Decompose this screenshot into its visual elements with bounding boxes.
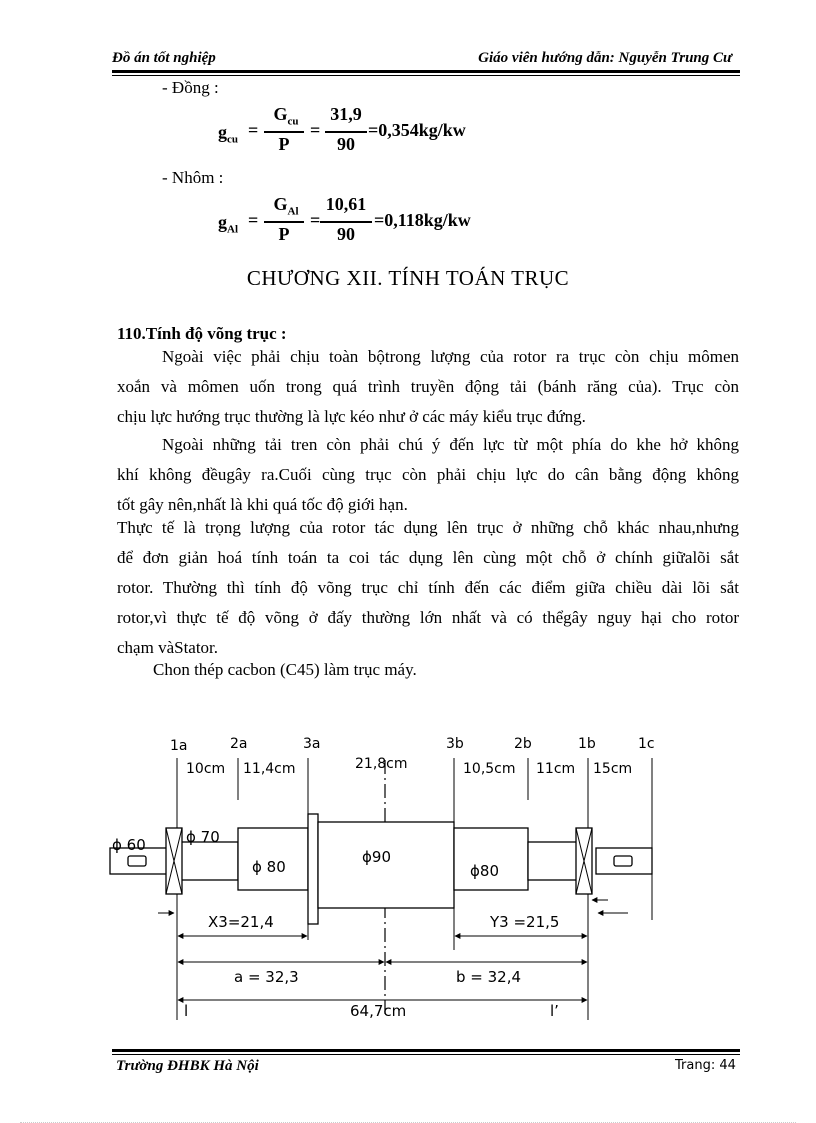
diameter-80-left: ϕ 80 (252, 858, 286, 876)
aluminum-label: - Nhôm : (162, 168, 224, 187)
copper-lhs: $g_{cu}$ (218, 122, 238, 146)
copper-frac-2-den: 90 (337, 134, 355, 154)
paragraph-3 (117, 513, 739, 663)
aluminum-lhs: $g_{Al}$ (218, 212, 238, 236)
aluminum-formula: $g_{Al}$ = $G_{Al}$ P = 10,61 90 =0,118kg/kw (218, 194, 471, 244)
shaft-step-80-right (454, 828, 528, 890)
copper-label: - Đồng : (162, 78, 219, 97)
paragraph-line: khí không đềugây ra.Cuối cùng trục còn phải chịu lực do cân bằng động không (117, 465, 739, 484)
point-2b: 2b (514, 736, 532, 752)
shaft-diagram (100, 730, 680, 1030)
point-1c: 1c (638, 736, 655, 752)
paragraph-line: rotor. Thường thì tính độ võng trục chỉ tính đến các điểm giữa chiều dài lõi sắt (117, 578, 739, 597)
diameter-90: ϕ90 (362, 848, 391, 866)
paragraph-line: Chon thép cacbon (C45) làm trục máy. (153, 660, 417, 679)
paragraph-line: chạm vàStator. (117, 638, 219, 657)
segment-3a-3b: 21,8cm (355, 756, 408, 772)
diameter-60: ϕ 60 (112, 836, 146, 854)
header-rule (112, 70, 740, 73)
page-number: Trang: 44 (675, 1058, 736, 1073)
segment-1a-2a: 10cm (186, 761, 226, 777)
page-header (112, 48, 740, 70)
dim-total: 64,7cm (350, 1002, 407, 1020)
copper-frac-2-num: 31,9 (330, 104, 362, 124)
point-1a: 1a (170, 738, 188, 754)
aluminum-frac-1-num: $G_{Al}$ (273, 194, 299, 218)
point-3a: 3a (303, 736, 321, 752)
paragraph-line: để đơn giản hoá tính toán ta coi tác dụng lên cùng một chỗ ở chính giữalõi sắt (117, 548, 739, 567)
segment-2b-1b: 11cm (536, 761, 576, 777)
paragraph-line: rotor,vì thực tế độ võng ở đấy thường lớn nhất và có thểgây nguy hại cho rotor (117, 608, 739, 627)
keyway-left (128, 856, 146, 866)
point-3b: 3b (446, 736, 464, 752)
paragraph-line: Ngoài việc phải chịu toàn bộtrong lượng của rotor ra trục còn chịu mômen (162, 347, 739, 366)
dim-x3: X3=21,4 (208, 913, 274, 931)
copper-frac-1-den: P (278, 134, 290, 154)
diameter-80-right: ϕ80 (470, 862, 499, 880)
paragraph-4 (117, 655, 739, 685)
aluminum-frac-1-den: P (278, 224, 290, 244)
section-title: 110.Tính độ võng trục : (117, 324, 287, 343)
copper-result: =0,354kg/kw (368, 120, 466, 140)
paragraph-1 (117, 342, 739, 432)
shaft-shoulder-left (308, 814, 318, 924)
point-1b: 1b (578, 736, 596, 752)
header-left: Đồ án tốt nghiệp (112, 50, 216, 66)
keyway-right (614, 856, 632, 866)
footer-left: Trường ĐHBK Hà Nội (116, 1058, 259, 1074)
segment-2a-3a: 11,4cm (243, 761, 296, 777)
dim-b: b = 32,4 (456, 968, 522, 986)
aluminum-result: =0,118kg/kw (374, 210, 471, 230)
paragraph-line: xoắn và mômen uốn trong quá trình truyền động tải (bánh răng của). Trục còn (117, 377, 739, 396)
segment-1b-1c: 15cm (593, 761, 633, 777)
paragraph-line: chịu lực hướng trục thường là lực kéo như ở các máy kiểu trục đứng. (117, 407, 586, 426)
paragraph-line: Ngoài những tải tren còn phải chú ý đến lực từ một phía do khe hở không (162, 435, 739, 454)
paragraph-2 (117, 430, 739, 520)
copper-frac-1-num: $G_{cu}$ (273, 104, 299, 128)
paragraph-line: Thực tế là trọng lượng của rotor tác dụng lên trục ở những chỗ khác nhau,nhưng (117, 518, 739, 537)
dim-total-right-label: l’ (550, 1002, 559, 1020)
header-right: Giáo viên hướng dẫn: Nguyễn Trung Cư (478, 50, 732, 66)
segment-3b-2b: 10,5cm (463, 761, 516, 777)
header-rule-thin (112, 75, 740, 76)
dim-a: a = 32,3 (234, 968, 299, 986)
aluminum-frac-2-den: 90 (337, 224, 355, 244)
footer-rule (112, 1049, 740, 1052)
point-2a: 2a (230, 736, 248, 752)
footer-rule-thin (112, 1054, 740, 1055)
chapter-title: CHƯƠNG XII. TÍNH TOÁN TRỤC (246, 266, 570, 290)
aluminum-frac-2-num: 10,61 (325, 194, 367, 214)
dim-y3: Y3 =21,5 (490, 913, 560, 931)
copper-formula: $g_{cu}$ = $G_{cu}$ P = 31,9 90 =0,354kg/kw (218, 104, 466, 154)
shaft-step-70-left (178, 842, 238, 880)
dim-total-left-label: l (184, 1002, 189, 1020)
paragraph-line: tốt gây nên,nhất là khi quá tốc độ giới hạn. (117, 495, 408, 514)
diameter-70: ϕ 70 (186, 828, 220, 846)
